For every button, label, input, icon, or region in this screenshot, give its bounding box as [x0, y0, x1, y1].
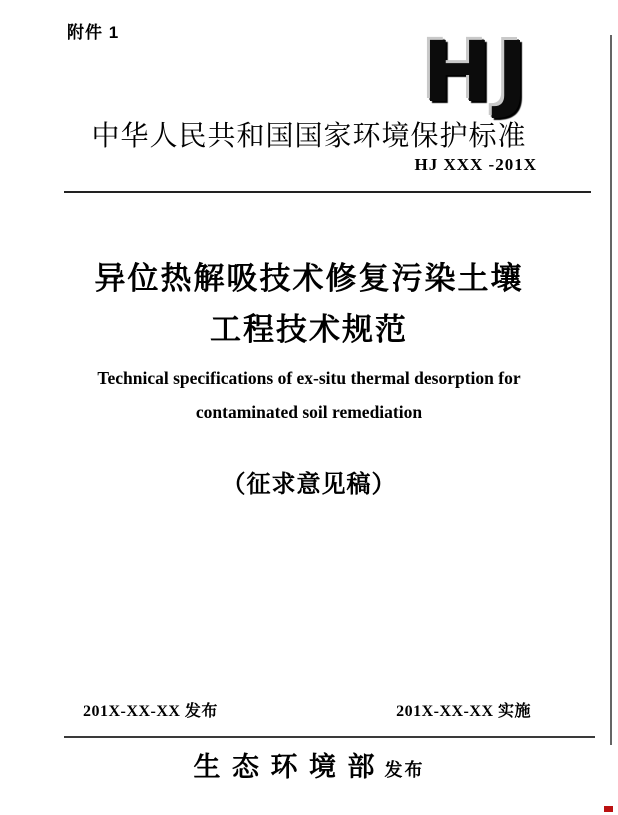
publisher-name: 生 态 环 境 部	[193, 752, 377, 782]
hj-logo: HJ	[422, 23, 532, 121]
document-title-zh-line2: 工程技术规范	[210, 312, 408, 347]
date-row	[83, 698, 531, 721]
publisher-row	[0, 745, 618, 784]
document-title-en-line1: Technical specifications of ex-situ thermal desorption for	[97, 368, 521, 388]
document-title-en	[0, 361, 618, 429]
attachment-label: 附件 1	[67, 23, 120, 42]
implement-date: 201X-XX-XX 实施	[396, 703, 531, 720]
document-title-zh	[0, 253, 618, 355]
red-mark-artifact	[604, 806, 613, 812]
issue-date: 201X-XX-XX 发布	[83, 703, 218, 720]
document-title-zh-line1: 异位热解吸技术修复污染土壤	[94, 261, 524, 296]
standard-type-title: 中华人民共和国国家环境保护标准	[91, 121, 527, 152]
header-divider	[64, 191, 591, 193]
scan-edge-artifact	[610, 35, 612, 745]
publish-label: 发布	[384, 760, 425, 780]
standard-number: HJ XXX -201X	[414, 155, 537, 174]
document-title-en-line2: contaminated soil remediation	[195, 402, 423, 422]
footer-divider	[64, 736, 595, 738]
draft-status-note: （征求意见稿）	[221, 472, 397, 498]
